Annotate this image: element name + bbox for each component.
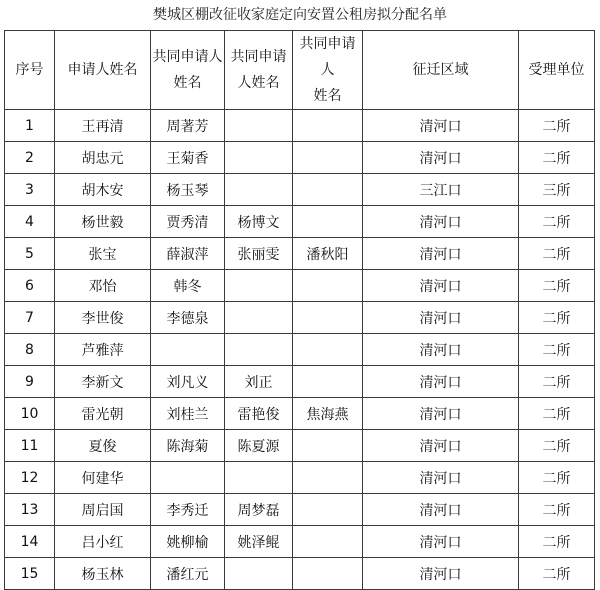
- cell-area: 清河口: [363, 238, 519, 270]
- cell-seq: 8: [5, 334, 55, 366]
- table-row: [5, 366, 595, 398]
- cell-area: 三江口: [363, 174, 519, 206]
- cell-unit: 二所: [519, 398, 595, 430]
- cell-unit: 二所: [519, 238, 595, 270]
- cell-co-applicant-3: [293, 462, 363, 494]
- cell-co-applicant-1: 周著芳: [151, 110, 225, 142]
- header-co2-line2: 人姓名: [237, 75, 280, 91]
- cell-seq: 12: [5, 462, 55, 494]
- cell-unit: 二所: [519, 430, 595, 462]
- cell-seq: 10: [5, 398, 55, 430]
- cell-applicant: 邓怡: [55, 270, 151, 302]
- header-co3-line1: 共同申请人: [299, 36, 356, 78]
- cell-co-applicant-2: 周梦磊: [225, 494, 293, 526]
- cell-unit: 二所: [519, 302, 595, 334]
- cell-co-applicant-3: [293, 110, 363, 142]
- cell-area: 清河口: [363, 334, 519, 366]
- cell-unit: 二所: [519, 526, 595, 558]
- cell-co-applicant-3: 潘秋阳: [293, 238, 363, 270]
- cell-area: 清河口: [363, 206, 519, 238]
- cell-co-applicant-1: 薛淑萍: [151, 238, 225, 270]
- cell-applicant: 李世俊: [55, 302, 151, 334]
- cell-co-applicant-3: 焦海燕: [293, 398, 363, 430]
- cell-co-applicant-2: [225, 334, 293, 366]
- cell-seq: 9: [5, 366, 55, 398]
- header-co-applicant-3: [293, 31, 363, 110]
- cell-area: 清河口: [363, 366, 519, 398]
- cell-co-applicant-2: [225, 142, 293, 174]
- header-applicant: 申请人姓名: [55, 31, 151, 110]
- cell-unit: 二所: [519, 206, 595, 238]
- cell-co-applicant-1: 李秀迁: [151, 494, 225, 526]
- cell-co-applicant-1: 杨玉琴: [151, 174, 225, 206]
- cell-co-applicant-2: [225, 174, 293, 206]
- cell-co-applicant-3: [293, 430, 363, 462]
- cell-unit: 二所: [519, 334, 595, 366]
- table-row: [5, 462, 595, 494]
- cell-seq: 7: [5, 302, 55, 334]
- header-co3-line2: 姓名: [313, 88, 342, 104]
- table-row: [5, 334, 595, 366]
- cell-co-applicant-1: 潘红元: [151, 558, 225, 590]
- cell-co-applicant-1: 刘桂兰: [151, 398, 225, 430]
- cell-co-applicant-3: [293, 366, 363, 398]
- cell-co-applicant-2: 张丽雯: [225, 238, 293, 270]
- header-seq: 序号: [5, 31, 55, 110]
- header-co-applicant-2: [225, 31, 293, 110]
- table-header: [5, 31, 595, 110]
- cell-unit: 二所: [519, 110, 595, 142]
- cell-seq: 4: [5, 206, 55, 238]
- cell-seq: 5: [5, 238, 55, 270]
- header-co1-line2: 姓名: [173, 75, 202, 91]
- cell-applicant: 杨世毅: [55, 206, 151, 238]
- cell-unit: 二所: [519, 270, 595, 302]
- allocation-table: [4, 30, 595, 590]
- cell-seq: 1: [5, 110, 55, 142]
- cell-seq: 15: [5, 558, 55, 590]
- cell-unit: 二所: [519, 462, 595, 494]
- cell-area: 清河口: [363, 494, 519, 526]
- cell-seq: 14: [5, 526, 55, 558]
- cell-applicant: 何建华: [55, 462, 151, 494]
- cell-applicant: 张宝: [55, 238, 151, 270]
- cell-co-applicant-3: [293, 526, 363, 558]
- cell-area: 清河口: [363, 462, 519, 494]
- cell-seq: 13: [5, 494, 55, 526]
- cell-seq: 6: [5, 270, 55, 302]
- table-row: [5, 494, 595, 526]
- cell-co-applicant-1: 陈海菊: [151, 430, 225, 462]
- header-co2-line1: 共同申请: [230, 49, 287, 65]
- cell-area: 清河口: [363, 430, 519, 462]
- cell-applicant: 杨玉林: [55, 558, 151, 590]
- table-row: [5, 110, 595, 142]
- cell-applicant: 李新文: [55, 366, 151, 398]
- cell-co-applicant-2: 陈夏源: [225, 430, 293, 462]
- cell-applicant: 胡木安: [55, 174, 151, 206]
- cell-unit: 二所: [519, 142, 595, 174]
- cell-area: 清河口: [363, 558, 519, 590]
- cell-area: 清河口: [363, 526, 519, 558]
- cell-unit: 三所: [519, 174, 595, 206]
- cell-unit: 二所: [519, 558, 595, 590]
- cell-seq: 3: [5, 174, 55, 206]
- cell-co-applicant-3: [293, 206, 363, 238]
- cell-applicant: 夏俊: [55, 430, 151, 462]
- header-row: [5, 31, 595, 110]
- cell-co-applicant-2: 雷艳俊: [225, 398, 293, 430]
- cell-co-applicant-3: [293, 334, 363, 366]
- cell-co-applicant-1: 刘凡义: [151, 366, 225, 398]
- cell-applicant: 王再清: [55, 110, 151, 142]
- table-body: [5, 110, 595, 590]
- table-row: [5, 270, 595, 302]
- cell-co-applicant-3: [293, 494, 363, 526]
- cell-co-applicant-1: 姚柳榆: [151, 526, 225, 558]
- cell-co-applicant-1: [151, 334, 225, 366]
- table-row: [5, 302, 595, 334]
- cell-area: 清河口: [363, 270, 519, 302]
- cell-applicant: 周启国: [55, 494, 151, 526]
- cell-applicant: 雷光朝: [55, 398, 151, 430]
- cell-co-applicant-3: [293, 142, 363, 174]
- cell-co-applicant-1: 李德泉: [151, 302, 225, 334]
- header-area: 征迁区域: [363, 31, 519, 110]
- header-co-applicant-1: [151, 31, 225, 110]
- cell-applicant: 吕小红: [55, 526, 151, 558]
- table-row: [5, 430, 595, 462]
- cell-unit: 二所: [519, 494, 595, 526]
- cell-area: 清河口: [363, 142, 519, 174]
- cell-co-applicant-3: [293, 270, 363, 302]
- cell-co-applicant-1: 王菊香: [151, 142, 225, 174]
- table-row: [5, 398, 595, 430]
- table-row: [5, 526, 595, 558]
- cell-co-applicant-1: 韩冬: [151, 270, 225, 302]
- cell-co-applicant-3: [293, 174, 363, 206]
- cell-applicant: 胡忠元: [55, 142, 151, 174]
- cell-area: 清河口: [363, 302, 519, 334]
- cell-co-applicant-1: [151, 462, 225, 494]
- table-row: [5, 174, 595, 206]
- cell-applicant: 芦雅萍: [55, 334, 151, 366]
- table-row: [5, 238, 595, 270]
- cell-area: 清河口: [363, 398, 519, 430]
- cell-co-applicant-2: [225, 302, 293, 334]
- cell-co-applicant-2: 杨博文: [225, 206, 293, 238]
- cell-co-applicant-2: [225, 110, 293, 142]
- cell-co-applicant-2: [225, 270, 293, 302]
- cell-co-applicant-1: 贾秀清: [151, 206, 225, 238]
- cell-seq: 2: [5, 142, 55, 174]
- table-row: [5, 142, 595, 174]
- cell-seq: 11: [5, 430, 55, 462]
- header-co1-line1: 共同申请人: [152, 49, 223, 65]
- cell-area: 清河口: [363, 110, 519, 142]
- cell-co-applicant-2: 姚泽鲲: [225, 526, 293, 558]
- header-unit: 受理单位: [519, 31, 595, 110]
- cell-co-applicant-3: [293, 302, 363, 334]
- cell-co-applicant-2: [225, 462, 293, 494]
- document-title: 樊城区棚改征收家庭定向安置公租房拟分配名单: [153, 7, 447, 23]
- cell-unit: 二所: [519, 366, 595, 398]
- table-row: [5, 206, 595, 238]
- cell-co-applicant-2: 刘正: [225, 366, 293, 398]
